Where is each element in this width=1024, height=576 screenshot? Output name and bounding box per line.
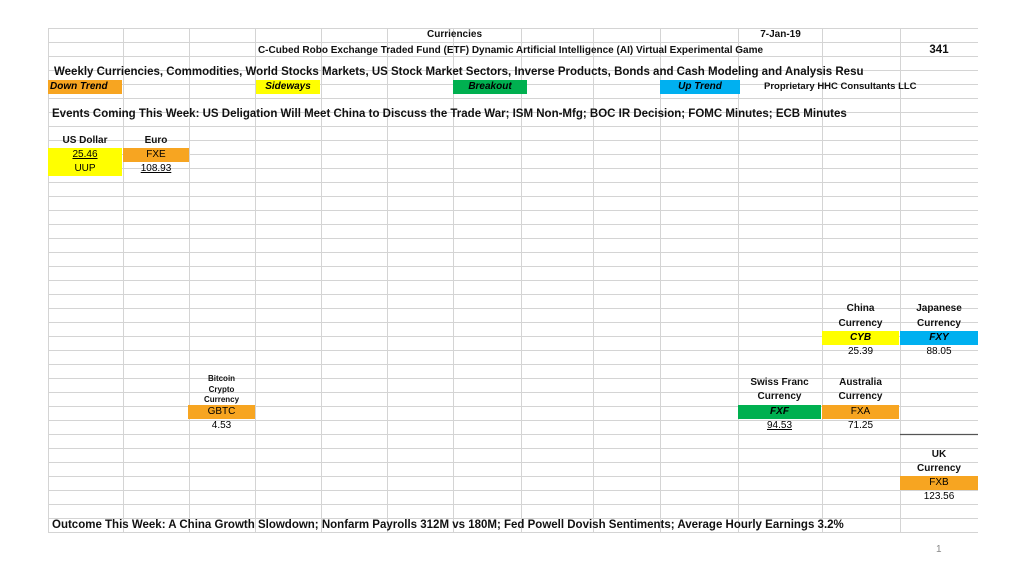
- uk-value: 123.56: [923, 491, 955, 502]
- legend-down-trend: Down Trend: [48, 80, 122, 94]
- usd-ticker: UUP: [48, 162, 122, 176]
- company-name: Proprietary HHC Consultants LLC: [764, 81, 917, 92]
- china-ticker: CYB: [822, 331, 899, 345]
- bitcoin-label-1: Bitcoin: [207, 374, 236, 383]
- euro-value: 108.93: [140, 163, 172, 174]
- section-title: Curriencies: [426, 29, 483, 40]
- euro-label: Euro: [144, 135, 168, 146]
- bitcoin-value: 4.53: [211, 420, 232, 431]
- events-coming: Events Coming This Week: US Deligation Will Meet China to Discuss the Trade War; ISM Non-Mfg; BOC IR Decision; FOMC Minutes; ECB Minutes: [52, 108, 847, 120]
- uk-label-1: UK: [931, 449, 947, 460]
- legend-sideways: Sideways: [256, 80, 320, 94]
- swiss-value: 94.53: [766, 420, 793, 431]
- australia-value: 71.25: [847, 420, 874, 431]
- uk-ticker: FXB: [900, 476, 978, 490]
- game-number: 341: [929, 44, 949, 56]
- bitcoin-label-3: Currency: [203, 395, 240, 404]
- australia-ticker: FXA: [822, 405, 899, 419]
- grid-lines: [48, 28, 978, 533]
- spreadsheet: [48, 28, 978, 533]
- outcome-this-week: Outcome This Week: A China Growth Slowdown; Nonfarm Payrolls 312M vs 180M; Fed Powell Dovish Sentiments; Average Hourly Earnings 3.2%: [52, 519, 844, 531]
- game-title: C-Cubed Robo Exchange Traded Fund (ETF) Dynamic Artificial Intelligence (AI) Virtual Experimental Game: [257, 45, 764, 56]
- usd-label: US Dollar: [62, 135, 108, 146]
- china-value: 25.39: [847, 346, 874, 357]
- swiss-label-1: Swiss Franc: [750, 377, 809, 388]
- australia-label-2: Currency: [838, 391, 883, 402]
- uk-label-2: Currency: [917, 463, 961, 474]
- report-date: 7-Jan-19: [760, 29, 801, 40]
- japan-label-2: Currency: [917, 318, 961, 329]
- japan-value: 88.05: [926, 346, 952, 357]
- japan-ticker: FXY: [900, 331, 978, 345]
- legend-up-trend: Up Trend: [660, 80, 740, 94]
- australia-label-1: Australia: [839, 377, 882, 388]
- legend-breakout: Breakout: [453, 80, 527, 94]
- china-label-1: China: [846, 303, 875, 314]
- report-subtitle: Weekly Curriencies, Commodities, World Stocks Markets, US Stock Market Sectors, Inverse Products, Bonds and Cash Modeling and Analysis Resu: [54, 66, 864, 78]
- china-label-2: Currency: [838, 318, 883, 329]
- swiss-label-2: Currency: [757, 391, 802, 402]
- bitcoin-ticker: GBTC: [188, 405, 255, 419]
- page-number: 1: [936, 544, 942, 555]
- euro-ticker: FXE: [123, 148, 189, 162]
- japan-label-1: Japanese: [916, 303, 962, 314]
- usd-value: 25.46: [48, 148, 122, 162]
- swiss-ticker: FXF: [738, 405, 821, 419]
- bitcoin-label-2: Crypto: [208, 385, 235, 394]
